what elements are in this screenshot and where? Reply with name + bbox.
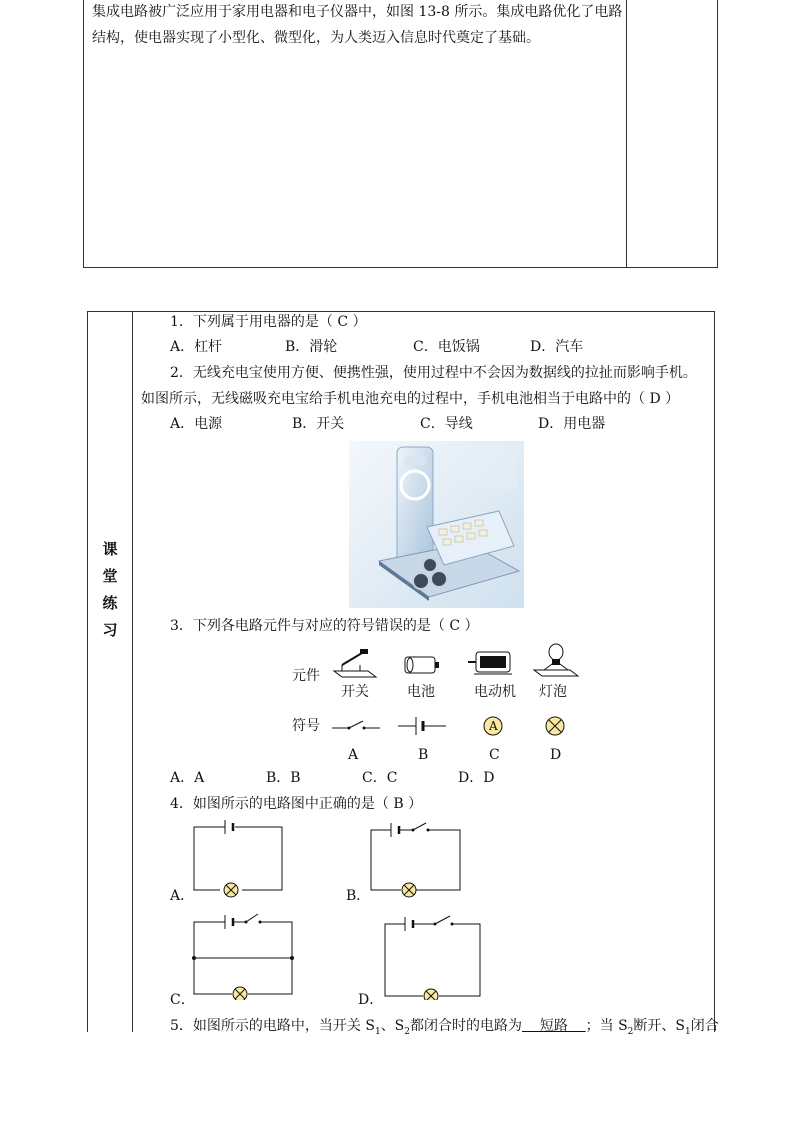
q4-label-a: A． — [170, 888, 195, 904]
q3-row-label-symbol: 符号 — [292, 718, 320, 734]
q3-component-battery: 电池 — [407, 684, 435, 700]
motor-component-icon — [466, 648, 516, 678]
q5-sub-3: 2 — [627, 1026, 634, 1037]
sidebar-char-1: 课 — [102, 540, 118, 558]
top-text-line1: 集成电路被广泛应用于家用电器和电子仪器中，如图 13-8 所示。集成电路优化了电路 — [92, 4, 623, 20]
q5-sub-1: 1 — [374, 1026, 381, 1037]
q3-stem: 3．下列各电路元件与对应的符号错误的是（ C ） — [170, 618, 479, 634]
circuit-c-diagram — [190, 908, 298, 1000]
q3-component-motor: 电动机 — [474, 684, 516, 700]
sidebar-char-4: 习 — [102, 621, 118, 639]
battery-symbol-icon — [396, 714, 448, 738]
q1-option-d: D．汽车 — [530, 339, 584, 355]
q3-symbol-letter-c: C — [489, 747, 500, 763]
switch-component-icon — [330, 645, 380, 681]
switch-symbol-icon — [330, 716, 382, 736]
circuit-d-diagram — [380, 908, 486, 1000]
q5-text-after: 闭合 — [690, 1018, 719, 1034]
q3-component-bulb: 灯泡 — [539, 684, 567, 700]
top-text-line2: 结构，使电器实现了小型化、微型化，为人类迈入信息时代奠定了基础。 — [92, 30, 540, 46]
q3-option-c: C．C — [362, 770, 398, 786]
q2-stem-line1: 2．无线充电宝使用方便、便携性强，使用过程中不会因为数据线的拉扯而影响手机。 — [170, 365, 697, 381]
top-table-divider — [626, 0, 627, 268]
q3-option-b: B．B — [266, 770, 301, 786]
q5-sub-2: 2 — [404, 1026, 411, 1037]
q5-text-mid1: 、S — [380, 1018, 405, 1034]
q1-option-c: C．电饭锅 — [413, 339, 480, 355]
sidebar-char-2: 堂 — [102, 567, 118, 585]
q3-symbol-c-letter: A — [489, 719, 498, 733]
q1-option-a: A．杠杆 — [170, 339, 223, 355]
q4-stem: 4．如图所示的电路图中正确的是（ B ） — [170, 796, 423, 812]
q3-row-label-element: 元件 — [292, 668, 320, 684]
q3-option-a: A．A — [170, 770, 205, 786]
power-bank-photo — [349, 441, 524, 608]
q3-symbol-letter-a: A — [348, 747, 359, 763]
q2-stem-line2: 如图所示，无线磁吸充电宝给手机电池充电的过程中，手机电池相当于电路中的（ D ） — [141, 391, 680, 407]
q4-label-b: B． — [346, 888, 371, 904]
q5-text — [170, 1016, 719, 1042]
q2-option-a: A．电源 — [170, 416, 223, 432]
circuit-b-diagram — [366, 818, 466, 900]
q3-symbol-letter-b: B — [418, 747, 429, 763]
q2-option-c: C．导线 — [420, 416, 473, 432]
q4-label-c: C． — [170, 992, 195, 1008]
q4-label-d: D． — [358, 992, 384, 1008]
circuit-a-diagram — [190, 818, 286, 898]
q2-option-d: D．用电器 — [538, 416, 606, 432]
q1-option-b: B．滑轮 — [285, 339, 338, 355]
bulb-component-icon — [530, 642, 582, 678]
q5-text-mid4: 断开、S — [633, 1018, 685, 1034]
q5-sub-4: 1 — [685, 1026, 691, 1037]
practice-table-divider — [132, 311, 133, 1032]
q5-text-mid2: 都闭合时的电路为 — [410, 1018, 523, 1034]
q5-text-before: 5．如图所示的电路中，当开关 S — [170, 1018, 375, 1034]
q3-component-switch: 开关 — [341, 684, 369, 700]
q5-text-mid3: ；当 S — [585, 1018, 628, 1034]
q3-option-d: D．D — [458, 770, 495, 786]
q5-answer: 短路 — [522, 1018, 586, 1034]
lamp-symbol-icon — [544, 715, 566, 737]
q2-option-b: B．开关 — [292, 416, 345, 432]
sidebar-char-3: 练 — [102, 594, 118, 612]
q3-symbol-letter-d: D — [550, 747, 562, 763]
q1-stem: 1．下列属于用电器的是（ C ） — [170, 314, 367, 330]
battery-component-icon — [402, 654, 442, 676]
